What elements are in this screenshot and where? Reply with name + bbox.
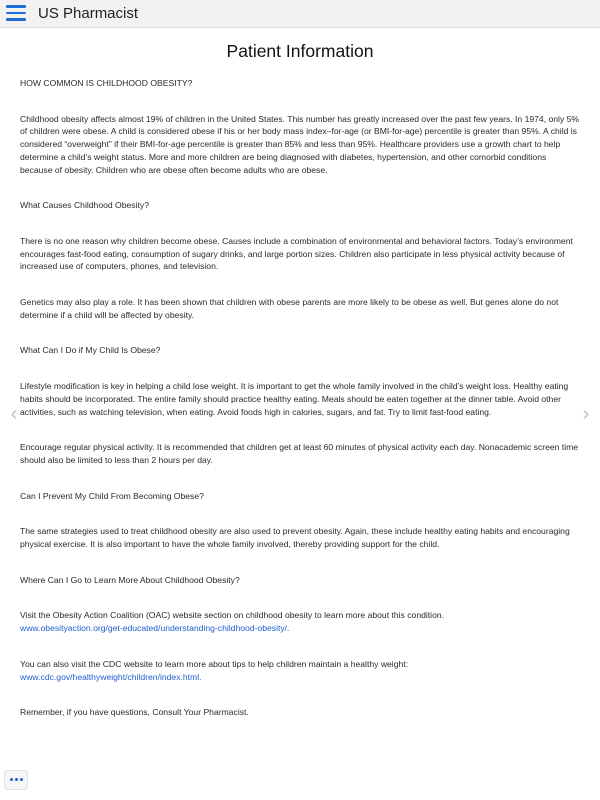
paragraph: Remember, if you have questions, Consult Your Pharmacist. [20,707,249,718]
article-content [20,40,580,742]
section-heading: What Can I Do if My Child Is Obese? [20,345,161,356]
app-title: US Pharmacist [38,5,139,22]
cdc-link[interactable]: www.cdc.gov/healthyweight/children/index.html. [20,671,202,682]
paragraph: Genetics may also play a role. It has been shown that children with obese parents are more likely to be obese as well. But genes alone do not determine if a child will be affected by obesity. [20,297,559,320]
section-heading: Can I Prevent My Child From Becoming Obese? [20,490,204,501]
more-options-icon[interactable] [4,770,28,790]
section-heading: Where Can I Go to Learn More About Childhood Obesity? [20,574,240,585]
paragraph-text: You can also visit the CDC website to learn more about tips to help children maintain a healthy weight: [20,658,409,669]
page-title: Patient Information [226,41,374,61]
paragraph: Childhood obesity affects almost 19% of children in the United States. This number has greatly increased over the past few years. In 1974, only 5% of children were obese. A child is considered obese if his or her body mass index–for-age (or BMI-for-age) percentile is greater than 95%. A child is considered “overweight” if their BMI-for-age percentile is greater than 85% and less than 95%. Healthcare providers use a growth chart to help determine a child’s weight status. More and more children are being diagnosed with diabetes, hypertension, and other comorbid conditions because of obesity. Children who are obese often become adults who are obese. [20,113,580,175]
paragraph: There is no one reason why children become obese. Causes include a combination of environmental and behavioral factors. Today’s environment encourages fast-food eating, consumption of sugary drinks, and large portion sizes. Children also participate in less physical activity because of increased use of computers, phones, and television. [20,235,573,272]
section-heading: HOW COMMON IS CHILDHOOD OBESITY? [20,78,193,88]
hamburger-menu-icon[interactable] [6,5,26,23]
paragraph-with-link [20,609,580,634]
top-bar [0,0,600,28]
paragraph: Encourage regular physical activity. It is recommended that children get at least 60 minutes of physical activity each day. Nonacademic screen time should also be limited to less than 2 hours per day. [20,442,579,465]
oac-link[interactable]: www.obesityaction.org/get-educated/understanding-childhood-obesity/. [20,623,290,634]
paragraph-text: Visit the Obesity Action Coalition (OAC) website section on childhood obesity to learn more about this condition. [20,610,445,621]
section-heading: What Causes Childhood Obesity? [20,200,149,211]
paragraph: The same strategies used to treat childhood obesity are also used to prevent obesity. Again, these include healthy eating habits and encouraging physical exercise. It is also important to have the whole family involved, thereby providing support for the child. [20,526,570,550]
paragraph-with-link [20,658,580,683]
chevron-left-icon[interactable]: ‹ [10,403,18,425]
paragraph: Lifestyle modification is key in helping a child lose weight. It is important to get the whole family involved in the child’s weight loss. Healthy eating habits should be incorporated. The entire family should practice healthy eating. Meals should be eaten together at the dinner table. Avoid other activities, such as watching television, when eating. Avoid foods high in calories, sugars, and fat. Try to limit fast-food eating. [20,381,569,417]
chevron-right-icon[interactable]: › [582,403,590,425]
